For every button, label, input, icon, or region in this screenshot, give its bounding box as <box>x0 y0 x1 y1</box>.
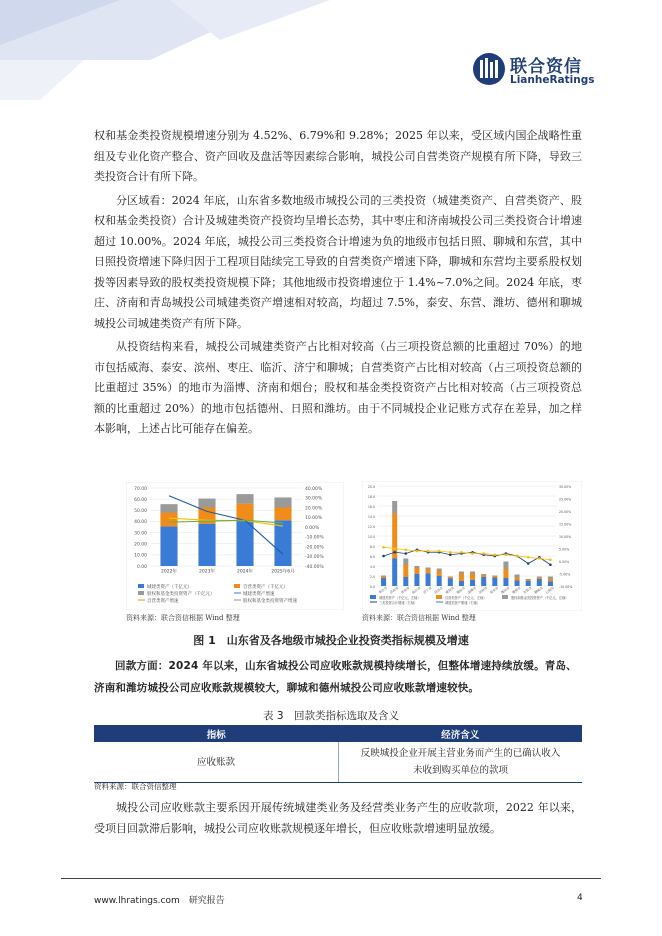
bar-segment <box>403 577 408 586</box>
line-point <box>482 552 485 555</box>
footer-divider <box>61 878 601 879</box>
paragraph-4: 城投公司应收账款主要系因开展传统城建类业务及经营类业务产生的应收款项，2022 年以来，受项目回款滞后影响，城投公司应收账款规模逐年增长，但应收账款增速明显放缓。 <box>94 801 582 835</box>
bar-segment <box>426 568 431 570</box>
legend-entry: 股权和基金类投资资产（千亿元） <box>147 592 215 597</box>
line-point <box>393 547 396 550</box>
y-tick-left: 0.00 <box>136 564 147 570</box>
y-tick-right: -40.00% <box>305 564 324 570</box>
legend-entry: 城建类资产（千亿元，左轴） <box>379 596 421 600</box>
table-caption: 表 3 回款类指标选取及含义 <box>262 710 400 722</box>
indicator-table <box>94 725 582 783</box>
table-cell-meaning <box>339 742 583 783</box>
y-tick-right: 0.00% <box>305 525 320 531</box>
y-tick-right: -10.00% <box>559 584 573 589</box>
bar-segment <box>492 576 497 577</box>
bar-segment <box>381 576 386 577</box>
bar-segment <box>548 582 553 587</box>
bar-segment <box>503 562 508 570</box>
x-tick-label: 2024年 <box>237 569 253 575</box>
bar-segment <box>470 574 475 581</box>
legend-entry: 自营类资产增速 <box>147 599 179 604</box>
legend-entry: 三类投资合计增速（右轴） <box>379 601 418 605</box>
y-tick-right: 20.00% <box>305 506 323 512</box>
x-tick-label: 济南市 <box>389 586 400 595</box>
figure-source-right: 资料来源：联合资信根据 Wind 整理 <box>362 614 476 622</box>
bar-segment <box>548 577 553 580</box>
y-tick-left: 16.0 <box>367 504 375 509</box>
line-point <box>427 550 430 553</box>
bar-segment <box>198 499 215 508</box>
y-tick-left: 20.0 <box>367 484 375 489</box>
bar-segment <box>526 580 531 582</box>
line-point <box>494 553 497 556</box>
y-tick-left: 0.0 <box>369 584 375 589</box>
y-tick-left: 10.00 <box>134 553 147 559</box>
company-logo <box>472 52 622 92</box>
bar-segment <box>492 578 497 587</box>
table-header-row <box>94 725 582 742</box>
y-tick-left: 30.00 <box>134 531 147 537</box>
legend-entry: 自营类资产（千亿元） <box>243 585 288 590</box>
x-tick-label: 2022年 <box>161 569 177 575</box>
logo-english-name: LianheRatings <box>510 74 595 86</box>
bar-segment <box>481 575 486 577</box>
y-tick-left: 2.0 <box>369 574 375 579</box>
bar-segment <box>160 526 177 566</box>
bar-segment <box>515 581 520 587</box>
meaning-line-2: 未收到购买单位的款项 <box>412 765 508 776</box>
line-point <box>438 550 441 553</box>
x-tick-label: 烟台市 <box>455 586 466 595</box>
legend-swatch <box>138 591 144 595</box>
line-point <box>516 555 519 558</box>
x-tick-label: 青岛市 <box>400 586 411 595</box>
bar-segment <box>470 572 475 574</box>
y-tick-right: 10.00% <box>559 534 572 539</box>
line-point <box>527 562 530 565</box>
y-tick-left: 18.0 <box>367 494 375 499</box>
x-tick-label: 威海市 <box>444 586 455 595</box>
bar-segment <box>160 504 177 512</box>
bar-segment <box>492 576 497 578</box>
y-tick-right: 5.00% <box>559 547 570 552</box>
y-tick-right: 10.00% <box>305 516 323 522</box>
bar-segment <box>503 578 508 586</box>
bar-segment <box>403 565 408 578</box>
legend-swatch <box>138 584 144 588</box>
table-row <box>94 742 582 783</box>
line-point <box>460 551 463 554</box>
y-tick-right: 30.00% <box>559 484 572 489</box>
bar-segment <box>470 580 475 586</box>
legend-entry: 股权和基金类投资资产（千亿元，左轴） <box>511 596 569 600</box>
y-tick-left: 6.0 <box>369 554 375 559</box>
x-tick-label: 菏泽市 <box>433 586 444 595</box>
y-tick-left: 4.0 <box>369 564 375 569</box>
y-tick-left: 40.00 <box>134 520 147 526</box>
bar-segment <box>274 497 291 507</box>
bar-segment <box>236 494 253 503</box>
bar-segment <box>526 579 531 580</box>
y-tick-left: 60.00 <box>134 497 147 503</box>
bar-segment <box>459 581 464 586</box>
bar-segment <box>448 579 453 587</box>
x-tick-label: 聊城市 <box>533 586 544 595</box>
bar-segment <box>481 574 486 575</box>
y-tick-right: 25.00% <box>559 497 572 502</box>
legend-swatch <box>502 595 508 599</box>
bar-segment <box>198 524 215 566</box>
line-point <box>505 553 508 556</box>
line-point <box>471 552 474 555</box>
line-point <box>549 558 552 561</box>
figure-source-left: 资料来源：联合资信根据 Wind 整理 <box>126 614 240 622</box>
y-tick-right: -5.00% <box>559 572 571 577</box>
line-point <box>449 553 452 556</box>
chart-city-investment <box>362 481 582 611</box>
bar-segment <box>414 568 419 574</box>
bar-segment <box>160 513 177 527</box>
y-tick-right: -30.00% <box>305 555 324 561</box>
line-point <box>405 552 408 555</box>
bar-segment <box>437 571 442 576</box>
repayment-summary: 回款方面：2024 年以来，山东省城投公司应收账款规模持续增长，但整体增速持续放缓。青岛、济南和潍坊城投公司应收账款规模较大，聊城和德州城投公司应收账款增速较快。 <box>94 660 577 694</box>
y-tick-left: 8.0 <box>369 544 375 549</box>
bar-segment <box>381 577 386 579</box>
y-tick-left: 50.00 <box>134 509 147 515</box>
chart-province-investment <box>126 482 344 610</box>
y-tick-right: -10.00% <box>305 535 324 541</box>
lianhe-logo-icon <box>472 52 506 86</box>
line-point <box>549 563 552 566</box>
body-section <box>94 126 582 440</box>
y-tick-left: 70.00 <box>134 486 147 492</box>
bar-segment <box>515 578 520 581</box>
x-tick-label: 德州市 <box>511 586 522 595</box>
y-tick-left: 10.0 <box>367 534 375 539</box>
bar-segment <box>392 559 397 587</box>
page-number: 4 <box>577 893 583 903</box>
table-header-indicator: 指标 <box>94 725 339 742</box>
x-tick-label: 济宁市 <box>422 586 433 595</box>
x-tick-label: 淄博市 <box>466 586 478 595</box>
x-tick-label: 日照市 <box>544 586 555 595</box>
bar-segment <box>426 569 431 574</box>
meaning-line-1: 反映城投企业开展主营业务而产生的已确认收入 <box>360 748 561 759</box>
footer-website: www.lhratings.com 研究报告 <box>94 896 225 906</box>
paragraph-2: 分区域看：2024 年底，山东省多数地级市城投公司的三类投资（城建类资产、自营类资产、股权和基金类投资）合计及城建类资产投资均呈增长态势，其中枣庄和济南城投公司三类投资合计增速超过 10.00%。2024 年底，城投公司三类投资合计增速为负的地级市包括日照、聊城和东营，其中日照投资增速下降归因于工程项目陆续完工导致的自营类资产增速下降，聊城和东营均主要系股权划拨等因素导致的股权类投资规模下降；其他地级市投资增速位于 1.4%~7.0%之间。2024 年底，枣庄、济南和青岛城投公司城建类资产增速相对较高，均超过 7.5%，泰安、东营、潍坊、德州和聊城城投公司城建类资产有所下降。 <box>94 193 582 330</box>
bar-segment <box>437 576 442 586</box>
y-tick-left: 20.00 <box>134 542 147 548</box>
bar-segment <box>414 566 419 568</box>
table-cell-indicator: 应收账款 <box>94 742 339 783</box>
bar-segment <box>392 501 397 514</box>
bar-segment <box>537 577 542 578</box>
x-tick-label: 泰安市 <box>489 586 500 595</box>
logo-chinese-name: 联合资信 <box>510 57 582 77</box>
bar-segment <box>274 508 291 521</box>
bar-segment <box>459 574 464 582</box>
line-point <box>449 551 452 554</box>
bar-segment <box>236 521 253 566</box>
table-source: 资料来源：联合资信整理 <box>94 782 177 791</box>
bar-segment <box>381 578 386 586</box>
y-tick-right: 40.00% <box>305 486 323 492</box>
y-tick-right: 15.00% <box>559 522 572 527</box>
x-tick-label: 临沂市 <box>411 586 422 595</box>
bar-segment <box>414 574 419 586</box>
paragraph-1: 权和基金类投资规模增速分别为 4.52%、6.79%和 9.28%；2025 年以来，受区域内国企战略性重组及专业化资产整合、资产回收及盘活等因素综合影响，城投公司自营类资产规模有所下降，导致三类投资合计有所下降。 <box>94 129 582 183</box>
bar-segment <box>437 569 442 572</box>
bar-segment <box>503 569 508 578</box>
line-point <box>405 548 408 551</box>
bar-segment <box>448 577 453 578</box>
line-point <box>382 546 385 549</box>
paragraph-3: 从投资结构来看，城投公司城建类资产占比相对较高（占三项投资总额的比重超过 70%）的地市包括威海、泰安、滨州、枣庄、临沂、济宁和聊城；自营类资产占比相对较高（占三项投资总额的比重超过 35%）的地市为淄博、济南和烟台；股权和基金类投资资产占比相对较高（占三项投资总额的比重超过 20%）的地市包括德州、日照和潍坊。由于不同城投企业记账方式存在差异，加之样本影响，上述占比可能存在偏差。 <box>94 340 582 435</box>
bar-segment <box>274 520 291 566</box>
y-tick-right: 30.00% <box>305 496 323 502</box>
bar-segment <box>548 579 553 582</box>
x-tick-label: 东营市 <box>522 586 533 595</box>
bar-segment <box>403 559 408 565</box>
legend-swatch <box>436 595 442 599</box>
table-header-meaning: 经济含义 <box>339 725 583 742</box>
figure-caption: 图 1 山东省及各地级市城投企业投资类指标规模及增速 <box>193 634 469 647</box>
bar-segment <box>236 504 253 521</box>
bar-segment <box>515 575 520 578</box>
bar-segment <box>481 577 486 586</box>
bar-segment <box>537 578 542 580</box>
line-point <box>382 555 385 558</box>
bar-segment <box>526 581 531 586</box>
legend-swatch <box>234 584 240 588</box>
legend-entry: 城建类资产增速 <box>243 592 275 597</box>
y-tick-right: -20.00% <box>305 545 324 551</box>
x-tick-label: 潍坊市 <box>500 586 511 595</box>
y-tick-left: 14.0 <box>367 514 375 519</box>
legend-entry: 股权和基金类投资资产增速 <box>243 599 297 604</box>
bar-segment <box>537 579 542 586</box>
y-tick-left: 12.0 <box>367 524 375 529</box>
x-tick-label: 枣庄市 <box>377 586 389 595</box>
line-point <box>393 551 396 554</box>
bar-segment <box>459 572 464 574</box>
legend-entry: 城建类资产（千亿元） <box>147 585 192 590</box>
line-point <box>416 550 419 553</box>
x-tick-label: 2025年6月 <box>271 569 295 575</box>
line-point <box>527 556 530 559</box>
x-tick-label: 2023年 <box>199 569 215 575</box>
legend-swatch <box>370 595 376 599</box>
bar-segment <box>426 574 431 587</box>
bar-segment <box>448 577 453 579</box>
line-point <box>538 557 541 560</box>
y-tick-right: 0.00% <box>559 559 570 564</box>
x-tick-label: 滨州市 <box>478 586 489 595</box>
legend-entry: 城建类资产增速（右轴） <box>445 601 481 605</box>
y-tick-right: 20.00% <box>559 509 572 514</box>
legend-entry: 自营类资产（千亿元，左轴） <box>445 596 487 600</box>
